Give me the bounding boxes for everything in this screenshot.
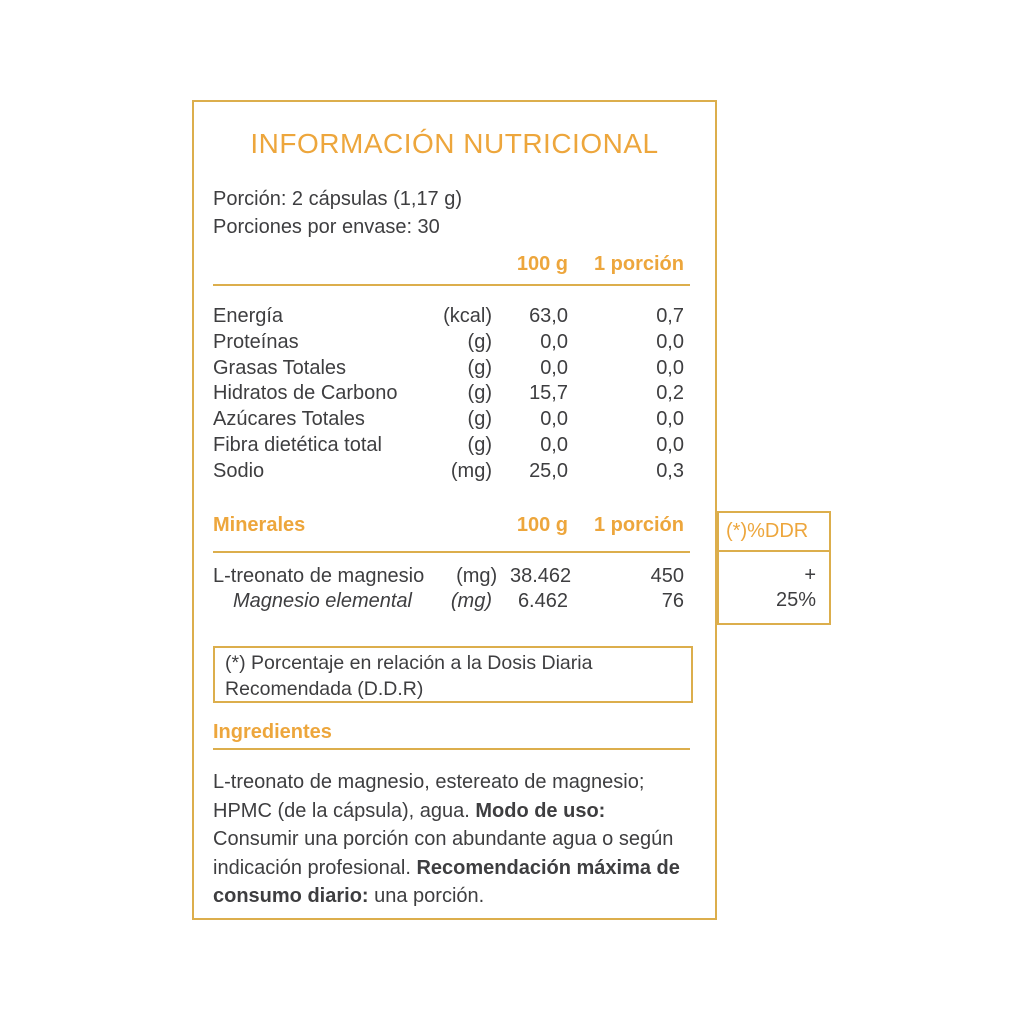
ddr-column-box: [717, 511, 831, 625]
column-header-row: [213, 253, 684, 276]
nutrient-row: [213, 304, 684, 330]
nutrient-per-100g: 0,0: [540, 330, 568, 353]
nutrient-per-100g: 6.462: [517, 590, 568, 612]
ingredients-heading: Ingredientes: [213, 721, 332, 743]
nutrient-unit: (g): [467, 433, 492, 456]
ddr-footnote-box: (*) Porcentaje en relación a la Dosis Diaria Recomendada (D.D.R): [213, 646, 693, 703]
nutrient-unit: (g): [467, 356, 492, 379]
nutrient-row: [213, 407, 684, 433]
nutrient-per-100g: 0,0: [540, 433, 568, 456]
divider: [213, 551, 690, 553]
nutrient-per-serving: 0,0: [656, 433, 684, 456]
nutrient-unit: (mg): [456, 565, 498, 587]
minerals-header-100g: 100 g: [516, 514, 568, 536]
nutrient-row: [213, 459, 684, 485]
servings-per-container-line: Porciones por envase: 30: [213, 215, 440, 238]
nutrient-unit: (g): [467, 382, 492, 405]
nutrient-unit: (g): [467, 408, 492, 431]
nutrient-per-serving: 0,0: [656, 330, 684, 353]
nutrient-per-100g: 38.462: [509, 565, 572, 587]
nutrient-per-serving: 76: [661, 590, 684, 612]
nutrient-unit: (kcal): [443, 305, 492, 327]
ddr-value: 25%: [775, 589, 816, 611]
nutrient-name: Proteínas: [213, 330, 299, 353]
ingredients-segment: Consumir una porción con abundante agua o según indicación profesional.: [213, 828, 674, 879]
minerals-heading: Minerales: [213, 514, 306, 536]
serving-info: [213, 186, 690, 241]
nutrient-per-serving: 0,7: [656, 305, 684, 327]
nutrient-unit: (mg): [450, 459, 492, 482]
column-header-100g: 100 g: [516, 253, 568, 275]
minerals-header-serving: 1 porción: [593, 514, 684, 536]
nutrient-name: L-treonato de magnesio: [213, 565, 425, 587]
nutrient-per-100g: 0,0: [540, 408, 568, 431]
nutrient-per-serving: 0,0: [656, 356, 684, 379]
panel-title: INFORMACIÓN NUTRICIONAL: [250, 128, 659, 159]
nutrient-row: [213, 330, 684, 356]
nutrient-name: Magnesio elemental: [233, 590, 412, 612]
nutrient-row: [213, 564, 684, 589]
nutrient-row: [213, 356, 684, 382]
divider: [213, 748, 690, 750]
ingredients-bold-segment: Modo de uso:: [475, 799, 606, 822]
ingredients-paragraph: [213, 768, 692, 911]
nutrient-per-serving: 0,2: [656, 382, 684, 405]
nutrient-per-100g: 25,0: [529, 459, 568, 482]
nutrient-row: [213, 381, 684, 407]
ddr-values: [717, 552, 831, 625]
nutrient-per-100g: 15,7: [529, 382, 568, 405]
nutrient-unit: (mg): [450, 590, 492, 612]
nutrient-unit: (g): [467, 330, 492, 353]
ddr-value: +: [804, 564, 816, 586]
nutrient-row: [213, 589, 684, 614]
nutrient-per-serving: 0,0: [656, 408, 684, 431]
ingredients-bold-segment: Recomendación máxima de consumo diario:: [213, 856, 680, 907]
nutrient-row: [213, 433, 684, 459]
nutrient-per-serving: 450: [650, 565, 684, 587]
column-spacer: [213, 253, 417, 276]
column-spacer: [417, 513, 492, 537]
serving-size-line: Porción: 2 cápsulas (1,17 g): [213, 188, 463, 210]
nutrient-name: Energía: [213, 305, 284, 327]
nutrient-name: Grasas Totales: [213, 356, 347, 379]
column-spacer: [417, 253, 492, 276]
nutrient-name: Hidratos de Carbono: [213, 382, 398, 405]
nutrient-per-100g: 0,0: [540, 356, 568, 379]
nutrient-per-100g: 63,0: [529, 305, 568, 327]
ddr-column-header: (*)%DDR: [717, 511, 831, 552]
nutrient-table: [213, 304, 684, 485]
column-header-serving: 1 porción: [593, 253, 684, 275]
minerals-table: [213, 564, 684, 614]
divider: [213, 284, 690, 286]
ingredients-segment: L-treonato de magnesio, estereato de magnesio; HPMC (de la cápsula), agua.: [213, 771, 645, 822]
nutrition-panel: [192, 100, 717, 920]
nutrient-name: Fibra dietética total: [213, 433, 382, 456]
nutrient-name: Azúcares Totales: [213, 408, 365, 431]
ingredients-segment: una porción.: [368, 885, 485, 907]
nutrient-name: Sodio: [213, 459, 265, 482]
minerals-header-row: [213, 513, 684, 537]
nutrient-per-serving: 0,3: [656, 459, 684, 482]
